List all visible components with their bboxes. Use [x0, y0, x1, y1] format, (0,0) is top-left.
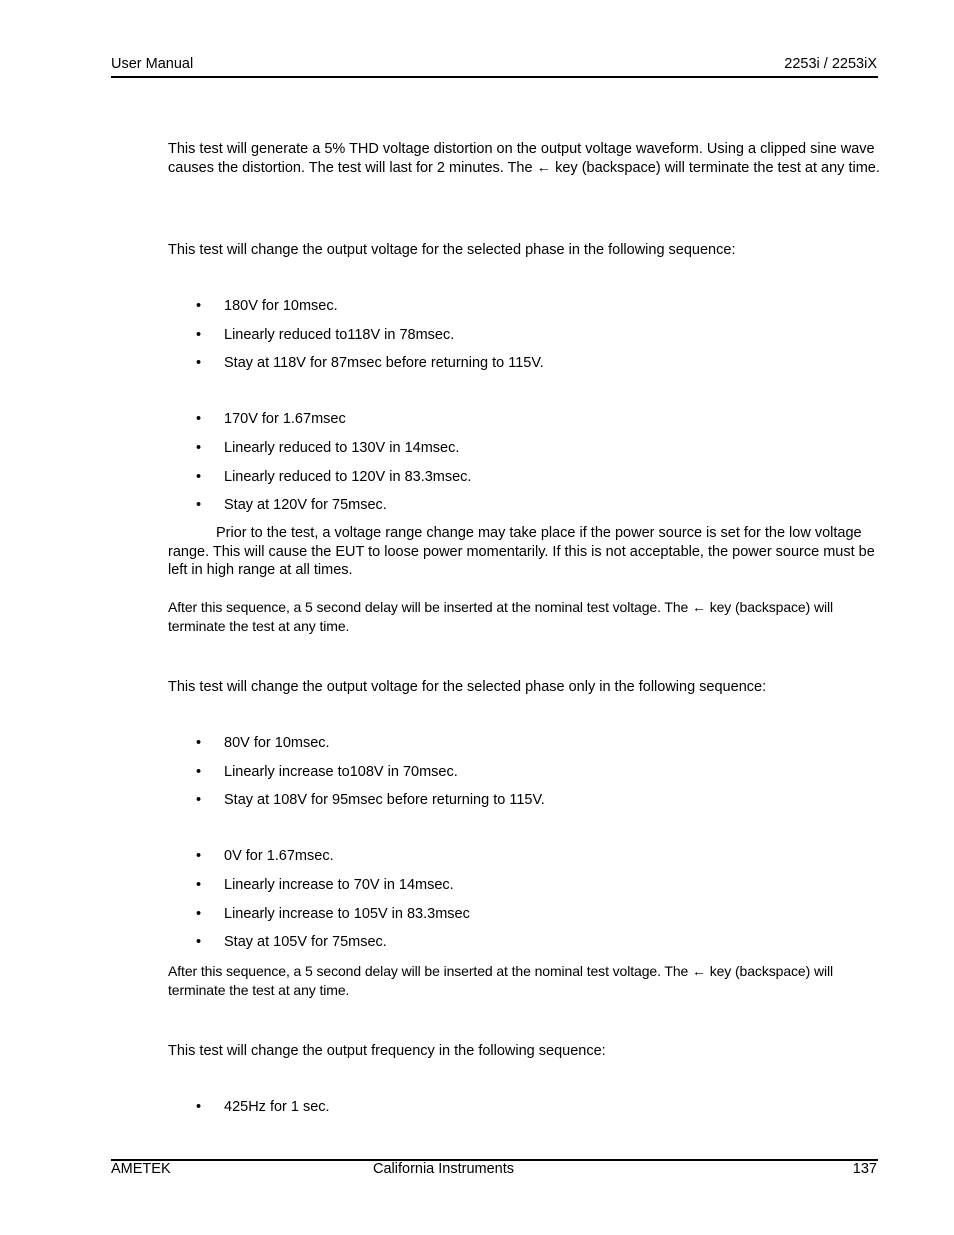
bullet-icon: •	[196, 355, 202, 371]
list-item: • 180V for 10msec.	[196, 298, 338, 314]
paragraph-sag-intro: This test will change the output voltage for the selected phase only in the following sequence:	[168, 679, 767, 695]
bullet-icon: •	[196, 440, 202, 456]
paragraph-thd: This test will generate a 5% THD voltage distortion on the output voltage waveform. Using a clipped sine wave causes the distortion. The test will last for 2 minutes. The ← key (backspace) will terminate the test at any time.	[168, 141, 880, 176]
footer-company: AMETEK	[111, 1161, 171, 1177]
bullet-icon: •	[196, 411, 202, 427]
paragraph-surge-intro: This test will change the output voltage for the selected phase in the following sequence:	[168, 242, 736, 258]
paragraph-range-note: Prior to the test, a voltage range change may take place if the power source is set for the low voltage range. This will cause the EUT to loose power momentarily. If this is not acceptable, the power source must be left in high range at all times.	[168, 525, 875, 578]
bullet-icon: •	[196, 298, 202, 314]
footer-division: California Instruments	[373, 1161, 515, 1177]
page-number: 137	[852, 1161, 877, 1177]
list-item: • Stay at 120V for 75msec.	[196, 497, 387, 513]
bullet-icon: •	[196, 934, 202, 950]
list-item: • Stay at 108V for 95msec before returning to 115V.	[196, 792, 545, 808]
list-item: • 0V for 1.67msec.	[196, 848, 334, 864]
list-item: • 80V for 10msec.	[196, 735, 330, 751]
list-item: • Linearly increase to 70V in 14msec.	[196, 877, 454, 893]
list-item: • Linearly reduced to 130V in 14msec.	[196, 440, 460, 456]
header-rule	[111, 76, 878, 78]
bullet-icon: •	[196, 469, 202, 485]
list-item: • Stay at 118V for 87msec before returning to 115V.	[196, 355, 544, 371]
bullet-icon: •	[196, 877, 202, 893]
bullet-icon: •	[196, 764, 202, 780]
bullet-icon: •	[196, 735, 202, 751]
list-item: • 425Hz for 1 sec.	[196, 1099, 330, 1115]
paragraph-frequency-intro: This test will change the output frequency in the following sequence:	[168, 1043, 606, 1059]
bullet-icon: •	[196, 848, 202, 864]
bullet-icon: •	[196, 906, 202, 922]
bullet-icon: •	[196, 497, 202, 513]
bullet-icon: •	[196, 327, 202, 343]
list-item: • Stay at 105V for 75msec.	[196, 934, 387, 950]
list-item: • Linearly increase to 105V in 83.3msec	[196, 906, 470, 922]
list-item: • Linearly reduced to 120V in 83.3msec.	[196, 469, 472, 485]
bullet-icon: •	[196, 792, 202, 808]
paragraph-after-sequence-1: After this sequence, a 5 second delay will be inserted at the nominal test voltage. The ← key (backspace) will terminate the test at any time.	[168, 599, 833, 634]
list-item: • Linearly increase to108V in 70msec.	[196, 764, 458, 780]
list-item: • Linearly reduced to118V in 78msec.	[196, 327, 455, 343]
list-item: • 170V for 1.67msec	[196, 411, 346, 427]
bullet-icon: •	[196, 1099, 202, 1115]
header-title: User Manual	[111, 56, 194, 72]
paragraph-after-sequence-2: After this sequence, a 5 second delay will be inserted at the nominal test voltage. The ← key (backspace) will terminate the test at any time.	[168, 963, 833, 998]
header-model: 2253i / 2253iX	[784, 56, 877, 72]
